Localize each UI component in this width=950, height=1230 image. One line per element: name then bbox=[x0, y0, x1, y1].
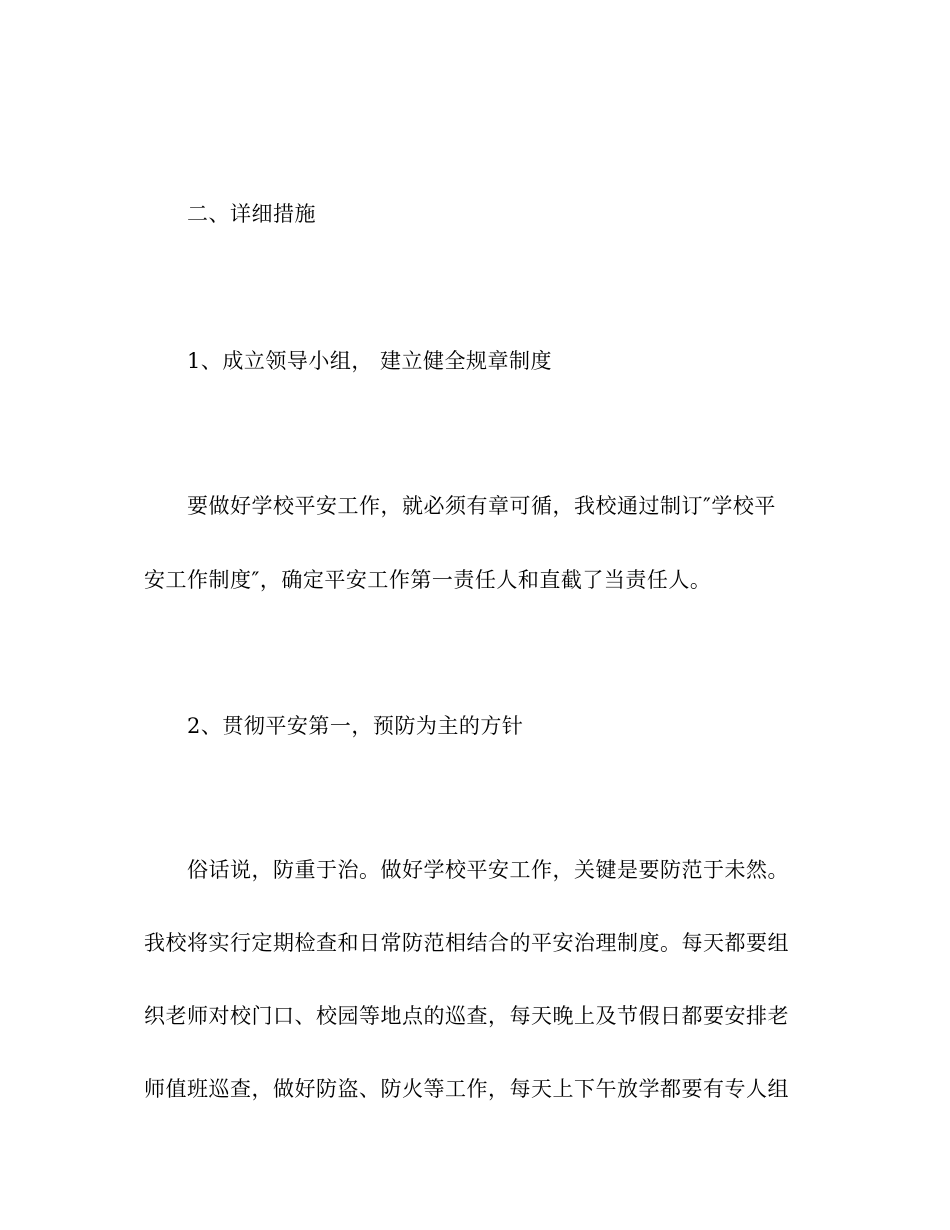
item2-paragraph-line: 师值班巡查，做好防盗、防火等工作，每天上下午放学都要有专人组 bbox=[144, 1077, 789, 1101]
item2-paragraph-line: 织老师对校门口、校园等地点的巡查，每天晚上及节假日都要安排老 bbox=[144, 1004, 789, 1028]
item1-paragraph-line: 安工作制度″，确定平安工作第一责任人和直截了当责任人。 bbox=[144, 568, 712, 592]
section-heading: 二、详细措施 bbox=[187, 202, 316, 226]
item2-heading: 2、贯彻平安第一，预防为主的方针 bbox=[187, 714, 524, 738]
item1-heading: 1、成立领导小组， 建立健全规章制度 bbox=[187, 349, 553, 373]
item1-paragraph-line: 要做好学校平安工作，就必须有章可循，我校通过制订″学校平 bbox=[187, 494, 776, 518]
item2-paragraph-line: 俗话说，防重于治。做好学校平安工作，关键是要防范于未然。 bbox=[187, 858, 789, 882]
item2-paragraph-line: 我校将实行定期检查和日常防范相结合的平安治理制度。每天都要组 bbox=[144, 931, 789, 955]
